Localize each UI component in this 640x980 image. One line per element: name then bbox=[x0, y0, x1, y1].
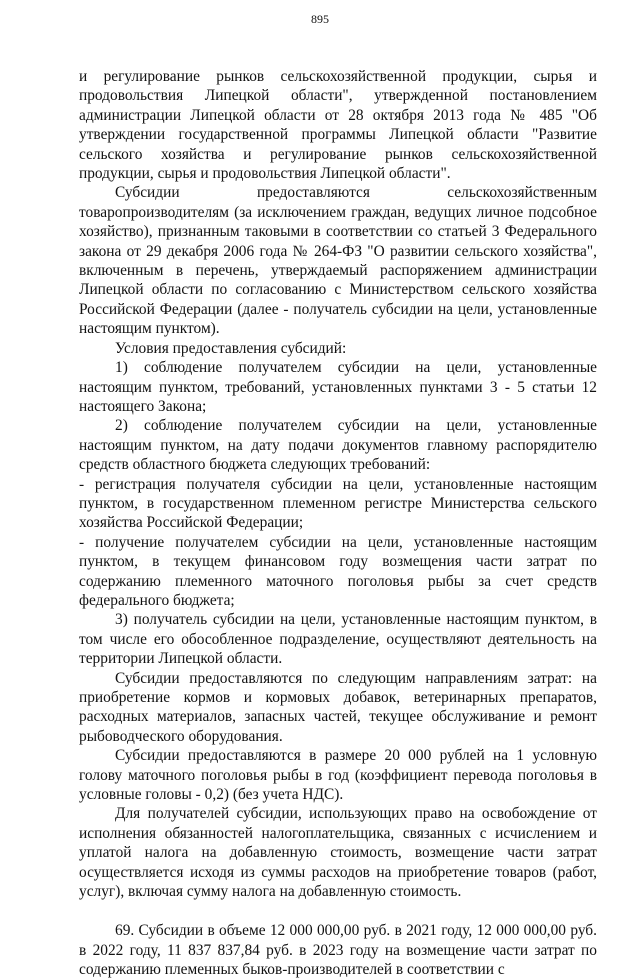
paragraph-subsidy-amount: Субсидии предоставляются в размере 20 000 рублей на 1 условную голову маточного поголовья рыбы в год (коэффициент перевода поголовья в условные головы - 0,2) (без учета НДС). bbox=[79, 747, 597, 804]
paragraph-condition-2: 2) соблюдение получателем субсидии на цели, установленные настоящим пунктом, на дату подачи документов главному распорядителю средств областного бюджета следующих требований: bbox=[79, 417, 597, 474]
paragraph-item-69: 69. Субсидии в объеме 12 000 000,00 руб. в 2021 году, 12 000 000,00 руб. в 2022 году, 11 837 837,84 руб. в 2023 году на возмещение части затрат по содержанию племенных быков-производителей в соответствии с bbox=[79, 922, 597, 979]
paragraph-condition-1: 1) соблюдение получателем субсидии на цели, установленные настоящим пунктом, требований, установленных пунктами 3 - 5 статьи 12 настоящего Закона; bbox=[79, 359, 597, 415]
paragraph-conditions-heading: Условия предоставления субсидий: bbox=[115, 339, 347, 357]
paragraph-requirement-federal: - получение получателем субсидии на цели, установленные настоящим пунктом, в текущем финансовом году возмещения части затрат по содержанию племенного маточного поголовья рыбы за счет средств федерального бюджета; bbox=[79, 533, 597, 609]
paragraph-condition-3: 3) получатель субсидии на цели, установленные настоящим пунктом, в том числе его обособленное подразделение, осуществляют деятельность на территории Липецкой области. bbox=[79, 611, 597, 668]
paragraph-expense-directions: Субсидии предоставляются по следующим направлениям затрат: на приобретение кормов и кормовых добавок, ветеринарных препаратов, расходных материалов, запасных частей, текущее обслуживание и ремонт рыбоводческого оборудования. bbox=[79, 669, 597, 745]
paragraph-requirement-registry: - регистрация получателя субсидии на цели, установленные настоящим пунктом, в государственном племенном регистре Министерства сельского хозяйства Российской Федерации; bbox=[79, 475, 597, 532]
document-body bbox=[79, 67, 597, 980]
paragraph-recipients: Субсидии предоставляются сельскохозяйственным товаропроизводителям (за исключением граждан, ведущих личное подсобное хозяйство), признанным таковыми в соответствии со статьей 3 Федерального закона от 29 декабря 2006 года № 264-ФЗ "О развитии сельского хозяйства", включенным в перечень, утверждаемый распоряжением администрации Липецкой области по согласованию с Министерством сельского хозяйства Российской Федерации (далее - получатель субсидии на цели, установленные настоящим пунктом). bbox=[79, 184, 597, 338]
page-number: 895 bbox=[311, 12, 329, 26]
paragraph-gap bbox=[79, 901, 597, 921]
paragraph-continuation: и регулирование рынков сельскохозяйственной продукции, сырья и продовольствия Липецкой области", утвержденной постановлением администрации Липецкой области от 28 октября 2013 года № 485 "Об утверждении государственной программы Липецкой области "Развитие сельского хозяйства и регулирование рынков сельскохозяйственной продукции, сырья и продовольствия Липецкой области". bbox=[79, 68, 597, 183]
paragraph-vat-exemption: Для получателей субсидии, использующих право на освобождение от исполнения обязанностей налогоплательщика, связанных с исчислением и уплатой налога на добавленную стоимость, возмещение части затрат осуществляется исходя из суммы расходов на приобретение товаров (работ, услуг), включая сумму налога на добавленную стоимость. bbox=[79, 805, 597, 901]
